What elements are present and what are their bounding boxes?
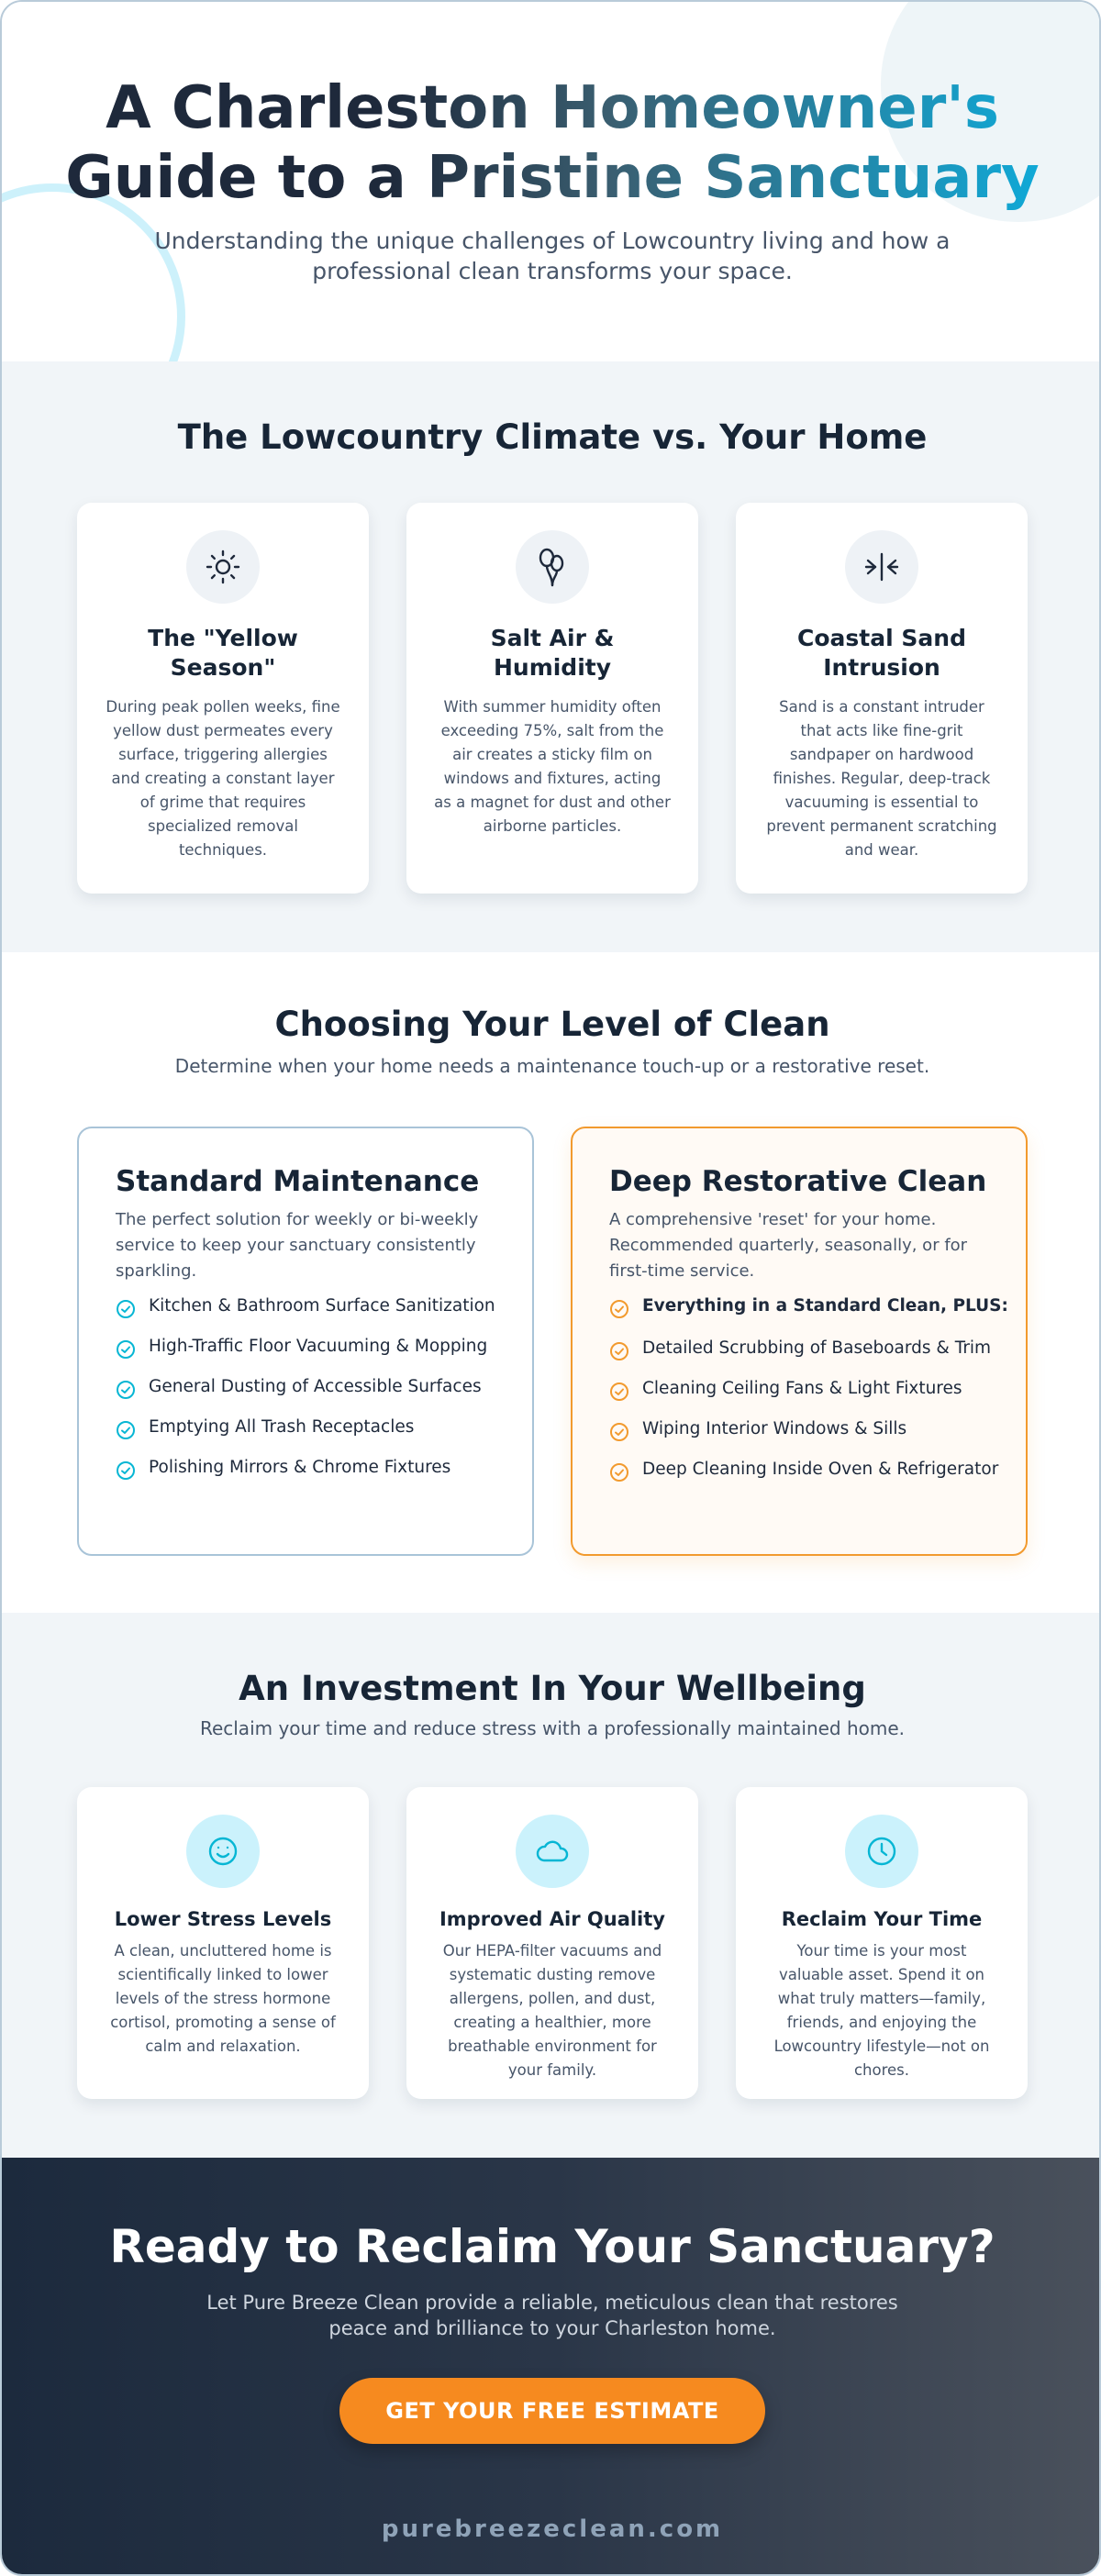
checklist-item-label: Cleaning Ceiling Fans & Light Fixtures: [642, 1379, 962, 1398]
check-circle-icon: [116, 1420, 136, 1440]
wellbeing-card-stress: [77, 1787, 369, 2099]
page-subtitle: Understanding the unique challenges of Lowcountry living and how a professional clean transforms your space.: [154, 228, 951, 284]
clock-icon: [845, 1815, 918, 1888]
climate-title: The Lowcountry Climate vs. Your Home: [177, 417, 928, 457]
cloud-icon: [516, 1815, 589, 1888]
checklist-item: [116, 1334, 519, 1360]
balloons-icon: [516, 530, 589, 604]
check-circle-icon: [609, 1462, 629, 1482]
check-circle-icon: [116, 1460, 136, 1481]
wellbeing-card-text: Our HEPA-filter vacuums and systematic dusting remove allergens, pollen, and dust, creating a healthier, more breathable environment for your family.: [442, 1942, 662, 2079]
check-circle-icon: [116, 1299, 136, 1319]
checklist-item-label: Everything in a Standard Clean, PLUS:: [642, 1296, 1008, 1316]
wellbeing-section: [2, 1613, 1101, 2158]
page-title: [2, 73, 1101, 213]
climate-card-title: Salt Air & Humidity: [490, 625, 615, 681]
checklist-item: [609, 1336, 1013, 1361]
checklist-item: [609, 1416, 1013, 1442]
standard-checklist: [116, 1294, 519, 1495]
sun-icon: [186, 530, 260, 604]
checklist-item-label: Emptying All Trash Receptacles: [149, 1417, 415, 1437]
climate-card-text: Sand is a constant intruder that acts like fine-grit sandpaper on hardwood finishes. Regular, deep-track vacuuming is essential to prevent permanent scratching and wear.: [766, 698, 997, 859]
checklist-item: [116, 1374, 519, 1400]
checklist-item-label: Deep Cleaning Inside Oven & Refrigerator: [642, 1460, 999, 1479]
checklist-item-label: General Dusting of Accessible Surfaces: [149, 1377, 482, 1396]
checklist-item: [609, 1457, 1013, 1482]
cta-section: [2, 2158, 1101, 2576]
compress-icon: [845, 530, 918, 604]
website-link[interactable]: purebreezeclean.com: [381, 2515, 724, 2543]
hero-section: [2, 2, 1101, 361]
wellbeing-subtitle: Reclaim your time and reduce stress with a professionally maintained home.: [199, 1717, 906, 1739]
climate-card-title: The "Yellow Season": [148, 625, 298, 681]
wellbeing-card-air: [406, 1787, 698, 2099]
check-circle-icon: [116, 1339, 136, 1360]
checklist-item-label: High-Traffic Floor Vacuuming & Mopping: [149, 1337, 488, 1356]
wellbeing-card-title: Improved Air Quality: [439, 1908, 665, 1930]
climate-card-title: Coastal Sand Intrusion: [797, 625, 966, 681]
check-circle-icon: [609, 1299, 629, 1319]
checklist-item: [609, 1294, 1013, 1319]
climate-card-salt-air: [406, 503, 698, 894]
checklist-item: [116, 1455, 519, 1481]
deep-restorative-card: [571, 1127, 1028, 1556]
deep-description: A comprehensive 'reset' for your home. Recommended quarterly, seasonally, or for first-time service.: [609, 1210, 968, 1281]
checklist-item: [609, 1376, 1013, 1402]
check-circle-icon: [116, 1380, 136, 1400]
climate-card-text: During peak pollen weeks, fine yellow dust permeates every surface, triggering allergies and creating a constant layer of grime that requires specialized removal techniques.: [106, 698, 340, 859]
standard-maintenance-card: [77, 1127, 534, 1556]
standard-title: Standard Maintenance: [116, 1165, 480, 1198]
wellbeing-title: An Investment In Your Wellbeing: [239, 1669, 866, 1708]
wellbeing-card-text: Your time is your most valuable asset. Spend it on what truly matters—family, friends, and enjoying the Lowcountry lifestyle—not on chores.: [773, 1942, 990, 2079]
check-circle-icon: [609, 1341, 629, 1361]
check-circle-icon: [609, 1422, 629, 1442]
wellbeing-card-time: [736, 1787, 1028, 2099]
standard-description: The perfect solution for weekly or bi-weekly service to keep your sanctuary consistently sparkling.: [116, 1210, 479, 1281]
page-title-line-2: Guide to a Pristine Sanctuary: [65, 144, 1040, 212]
wellbeing-card-text: A clean, uncluttered home is scientifically linked to lower levels of the stress hormone cortisol, promoting a sense of calm and relaxation.: [110, 1942, 336, 2055]
levels-subtitle: Determine when your home needs a maintenance touch-up or a restorative reset.: [174, 1055, 930, 1077]
deep-title: Deep Restorative Clean: [609, 1165, 987, 1198]
levels-section: [2, 952, 1101, 1613]
checklist-item-label: Kitchen & Bathroom Surface Sanitization: [149, 1296, 495, 1316]
deep-checklist: [609, 1294, 1013, 1497]
wellbeing-card-title: Lower Stress Levels: [114, 1908, 332, 1930]
climate-card-sand: [736, 503, 1028, 894]
climate-section: [2, 361, 1101, 952]
checklist-item: [116, 1294, 519, 1319]
smile-icon: [186, 1815, 260, 1888]
checklist-item-label: Wiping Interior Windows & Sills: [642, 1419, 907, 1438]
climate-card-yellow-season: [77, 503, 369, 894]
cta-title: Ready to Reclaim Your Sanctuary?: [109, 2220, 995, 2273]
climate-card-text: With summer humidity often exceeding 75%, salt from the air creates a sticky film on windows and fixtures, acting as a magnet for dust and other airborne particles.: [434, 698, 671, 835]
cta-subtitle: Let Pure Breeze Clean provide a reliable, meticulous clean that restores peace and brilliance to your Charleston home.: [206, 2292, 898, 2339]
check-circle-icon: [609, 1382, 629, 1402]
checklist-item: [116, 1415, 519, 1440]
wellbeing-card-title: Reclaim Your Time: [781, 1908, 983, 1930]
checklist-item-label: Polishing Mirrors & Chrome Fixtures: [149, 1458, 451, 1477]
levels-title: Choosing Your Level of Clean: [274, 1005, 830, 1044]
free-estimate-button[interactable]: GET YOUR FREE ESTIMATE: [339, 2378, 765, 2444]
page-title-line-1: A Charleston Homeowner's: [106, 74, 999, 142]
checklist-item-label: Detailed Scrubbing of Baseboards & Trim: [642, 1338, 992, 1358]
